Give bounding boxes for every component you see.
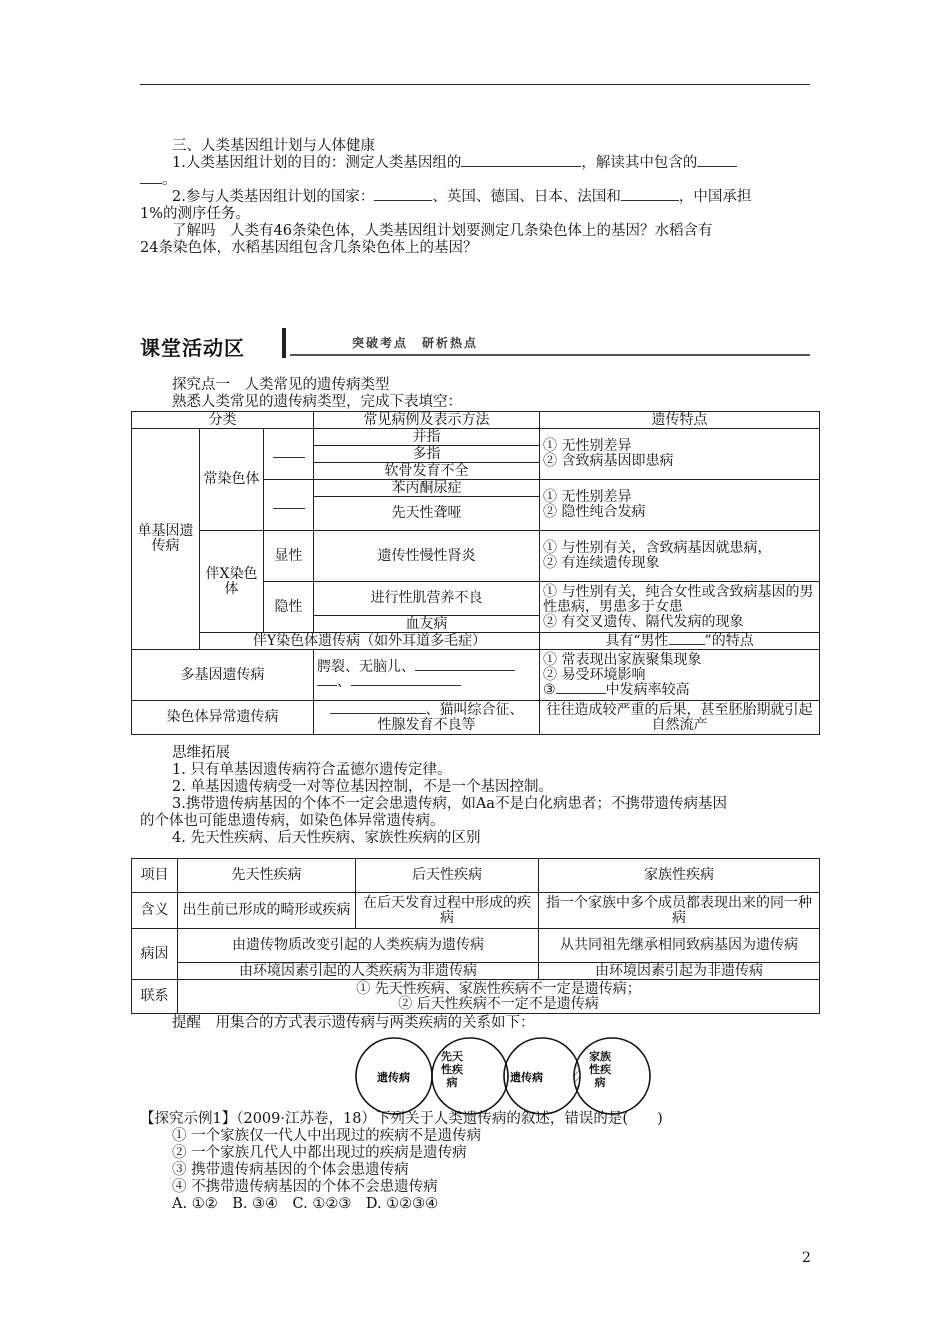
meaning-congenital: 出生前已形成的畸形或疾病 bbox=[178, 893, 356, 929]
thinking-point-2: 2. 单基因遗传病受一对等位基因控制，不是一个基因控制。 bbox=[172, 779, 553, 795]
polygenic-label: 多基因遗传病 bbox=[132, 650, 314, 701]
link-content: ① 先天性疾病、家族性疾病不一定是遗传病； ② 后天性疾病不一定不是遗传病 bbox=[178, 980, 820, 1014]
x-linked-label: 伴X染色体 bbox=[200, 531, 264, 633]
disease-cell: 苯丙酮尿症 bbox=[314, 480, 540, 497]
header-examples: 常见病例及表示方法 bbox=[314, 412, 540, 429]
trait-ar: ① 无性别差异 ② 隐性纯合发病 bbox=[540, 480, 820, 531]
polygenic-traits: ① 常表现出家族聚集现象 ② 易受环境影响 ③ 中发病率较高 bbox=[540, 650, 820, 701]
page-number: 2 bbox=[802, 1250, 811, 1266]
chromosomal-label: 染色体异常遗传病 bbox=[132, 701, 314, 735]
cause-environment-familial: 由环境因素引起为非遗传病 bbox=[539, 963, 820, 980]
venn-right-label: 先天性疾病 bbox=[441, 1050, 463, 1089]
single-gene-label: 单基因遗传病 bbox=[132, 429, 200, 650]
disease-cell: 进行性肌营养不良 bbox=[314, 582, 540, 616]
example-option-1: ① 一个家族仅一代人中出现过的疾病不是遗传病 bbox=[172, 1128, 482, 1144]
header-acquired: 后天性疾病 bbox=[356, 859, 539, 893]
venn-right-label-wrap bbox=[584, 1050, 616, 1104]
header-traits: 遗传特点 bbox=[540, 412, 820, 429]
item-2: 2.参与人类基因组计划的国家： 、英国、德国、日本、法国和 ，中国承担 bbox=[172, 189, 752, 205]
cause-environment: 由环境因素引起的人类疾病为非遗传病 bbox=[178, 963, 539, 980]
disease-cell: 软骨发育不全 bbox=[314, 463, 540, 480]
trait-xr: ① 与性别有关，纯合女性或含致病基因的男性患病，男患多于女患 ② 有交叉遗传、隔代发病的现象 bbox=[540, 582, 820, 633]
cause-genetic: 由遗传物质改变引起的人类疾病为遗传病 bbox=[178, 929, 539, 963]
banner-rule bbox=[290, 354, 810, 356]
venn-left-label: 遗传病 bbox=[377, 1071, 410, 1084]
y-linked-label: 伴Y染色体遗传病（如外耳道多毛症） bbox=[200, 633, 540, 650]
venn-left-label: 遗传病 bbox=[510, 1071, 543, 1084]
know-question-2: 24条染色体，水稻基因组包含几条染色体上的基因？ bbox=[140, 240, 478, 256]
trait-xd: ① 与性别有关，含致病基因就患病， ② 有连续遗传现象 bbox=[540, 531, 820, 582]
disease-cell: 血友病 bbox=[314, 616, 540, 633]
know-question-1: 了解吗 人类有46条染色体，人类基因组计划要测定几条染色体上的基因？水稻含有 bbox=[172, 223, 713, 239]
example-title: 【探究示例1】（2009·江苏卷，18）下列关于人类遗传病的叙述，错误的是( ) bbox=[140, 1111, 663, 1127]
chromosomal-trait: 往往造成较严重的后果，甚至胚胎期就引起自然流产 bbox=[540, 701, 820, 735]
example-option-2: ② 一个家族几代人中都出现过的疾病是遗传病 bbox=[172, 1145, 467, 1161]
recessive-label: 隐性 bbox=[264, 582, 314, 633]
thinking-point-4: 4. 先天性疾病、后天性疾病、家族性疾病的区别 bbox=[172, 830, 481, 846]
banner-subtitle: 突破考点 研析热点 bbox=[352, 336, 479, 350]
cause-genetic-familial: 从共同祖先继承相同致病基因为遗传病 bbox=[539, 929, 820, 963]
explore-title: 探究点一 人类常见的遗传病类型 bbox=[172, 377, 390, 393]
venn-congenital bbox=[352, 1036, 522, 1116]
section-banner bbox=[140, 326, 810, 362]
header-familial: 家族性疾病 bbox=[539, 859, 820, 893]
example-option-4: ④ 不携带遗传病基因的个体不会患遗传病 bbox=[172, 1179, 438, 1195]
chromosomal-examples: 、猫叫综合征、 性腺发育不良等 bbox=[314, 701, 540, 735]
dominant-label: 显性 bbox=[264, 531, 314, 582]
venn-right-label-wrap bbox=[436, 1050, 468, 1104]
thinking-title: 思维拓展 bbox=[172, 745, 230, 761]
disease-cell: 遗传性慢性肾炎 bbox=[314, 531, 540, 582]
section-heading: 三、人类基因组计划与人体健康 bbox=[172, 138, 375, 154]
venn-familial bbox=[500, 1036, 670, 1116]
polygenic-examples: 腭裂、无脑儿、 、 bbox=[314, 650, 540, 701]
disease-cell: 多指 bbox=[314, 446, 540, 463]
disease-cell: 并指 bbox=[314, 429, 540, 446]
disease-type-table bbox=[131, 411, 820, 735]
thinking-point-3: 3.携带遗传病基因的个体不一定会患遗传病，如Aa不是白化病患者；不携带遗传病基因 bbox=[172, 796, 727, 812]
thinking-point-1: 1. 只有单基因遗传病符合孟德尔遗传定律。 bbox=[172, 762, 452, 778]
thinking-point-3-cont: 的个体也可能患遗传病，如染色体异常遗传病。 bbox=[140, 813, 445, 829]
blank-ad bbox=[264, 429, 314, 480]
disease-cell: 先天性聋哑 bbox=[314, 497, 540, 531]
reminder: 提醒 用集合的方式表示遗传病与两类疾病的关系如下： bbox=[172, 1015, 535, 1031]
meaning-label: 含义 bbox=[132, 893, 178, 929]
link-label: 联系 bbox=[132, 980, 178, 1014]
example-option-3: ③ 携带遗传病基因的个体会患遗传病 bbox=[172, 1162, 409, 1178]
blank-ar bbox=[264, 480, 314, 531]
header-category: 分类 bbox=[132, 412, 314, 429]
header-rule bbox=[140, 84, 810, 85]
header-congenital: 先天性疾病 bbox=[178, 859, 356, 893]
trait-ad: ① 无性别差异 ② 含致病基因即患病 bbox=[540, 429, 820, 480]
example-answers: A. ①② B. ③④ C. ①②③ D. ①②③④ bbox=[172, 1196, 439, 1212]
explore-instruction: 熟悉人类常见的遗传病类型，完成下表填空： bbox=[172, 394, 462, 410]
banner-bar bbox=[282, 328, 286, 358]
meaning-familial: 指一个家族中多个成员都表现出来的同一种病 bbox=[539, 893, 820, 929]
venn-right-label: 家族性疾病 bbox=[589, 1050, 611, 1089]
item-2-cont: 1%的测序任务。 bbox=[140, 206, 251, 222]
header-item: 项目 bbox=[132, 859, 178, 893]
item-1-cont: 。 bbox=[140, 172, 812, 189]
cause-label: 病因 bbox=[132, 929, 178, 980]
y-linked-trait: 具有“男性 ”的特点 bbox=[540, 633, 820, 650]
banner-title: 课堂活动区 bbox=[140, 336, 245, 360]
item-1: 1.人类基因组计划的目的：测定人类基因组的 ，解读其中包含的 bbox=[172, 155, 844, 172]
meaning-acquired: 在后天发育过程中形成的疾病 bbox=[356, 893, 539, 929]
autosomal-label: 常染色体 bbox=[200, 429, 264, 531]
disease-comparison-table bbox=[131, 858, 820, 1014]
